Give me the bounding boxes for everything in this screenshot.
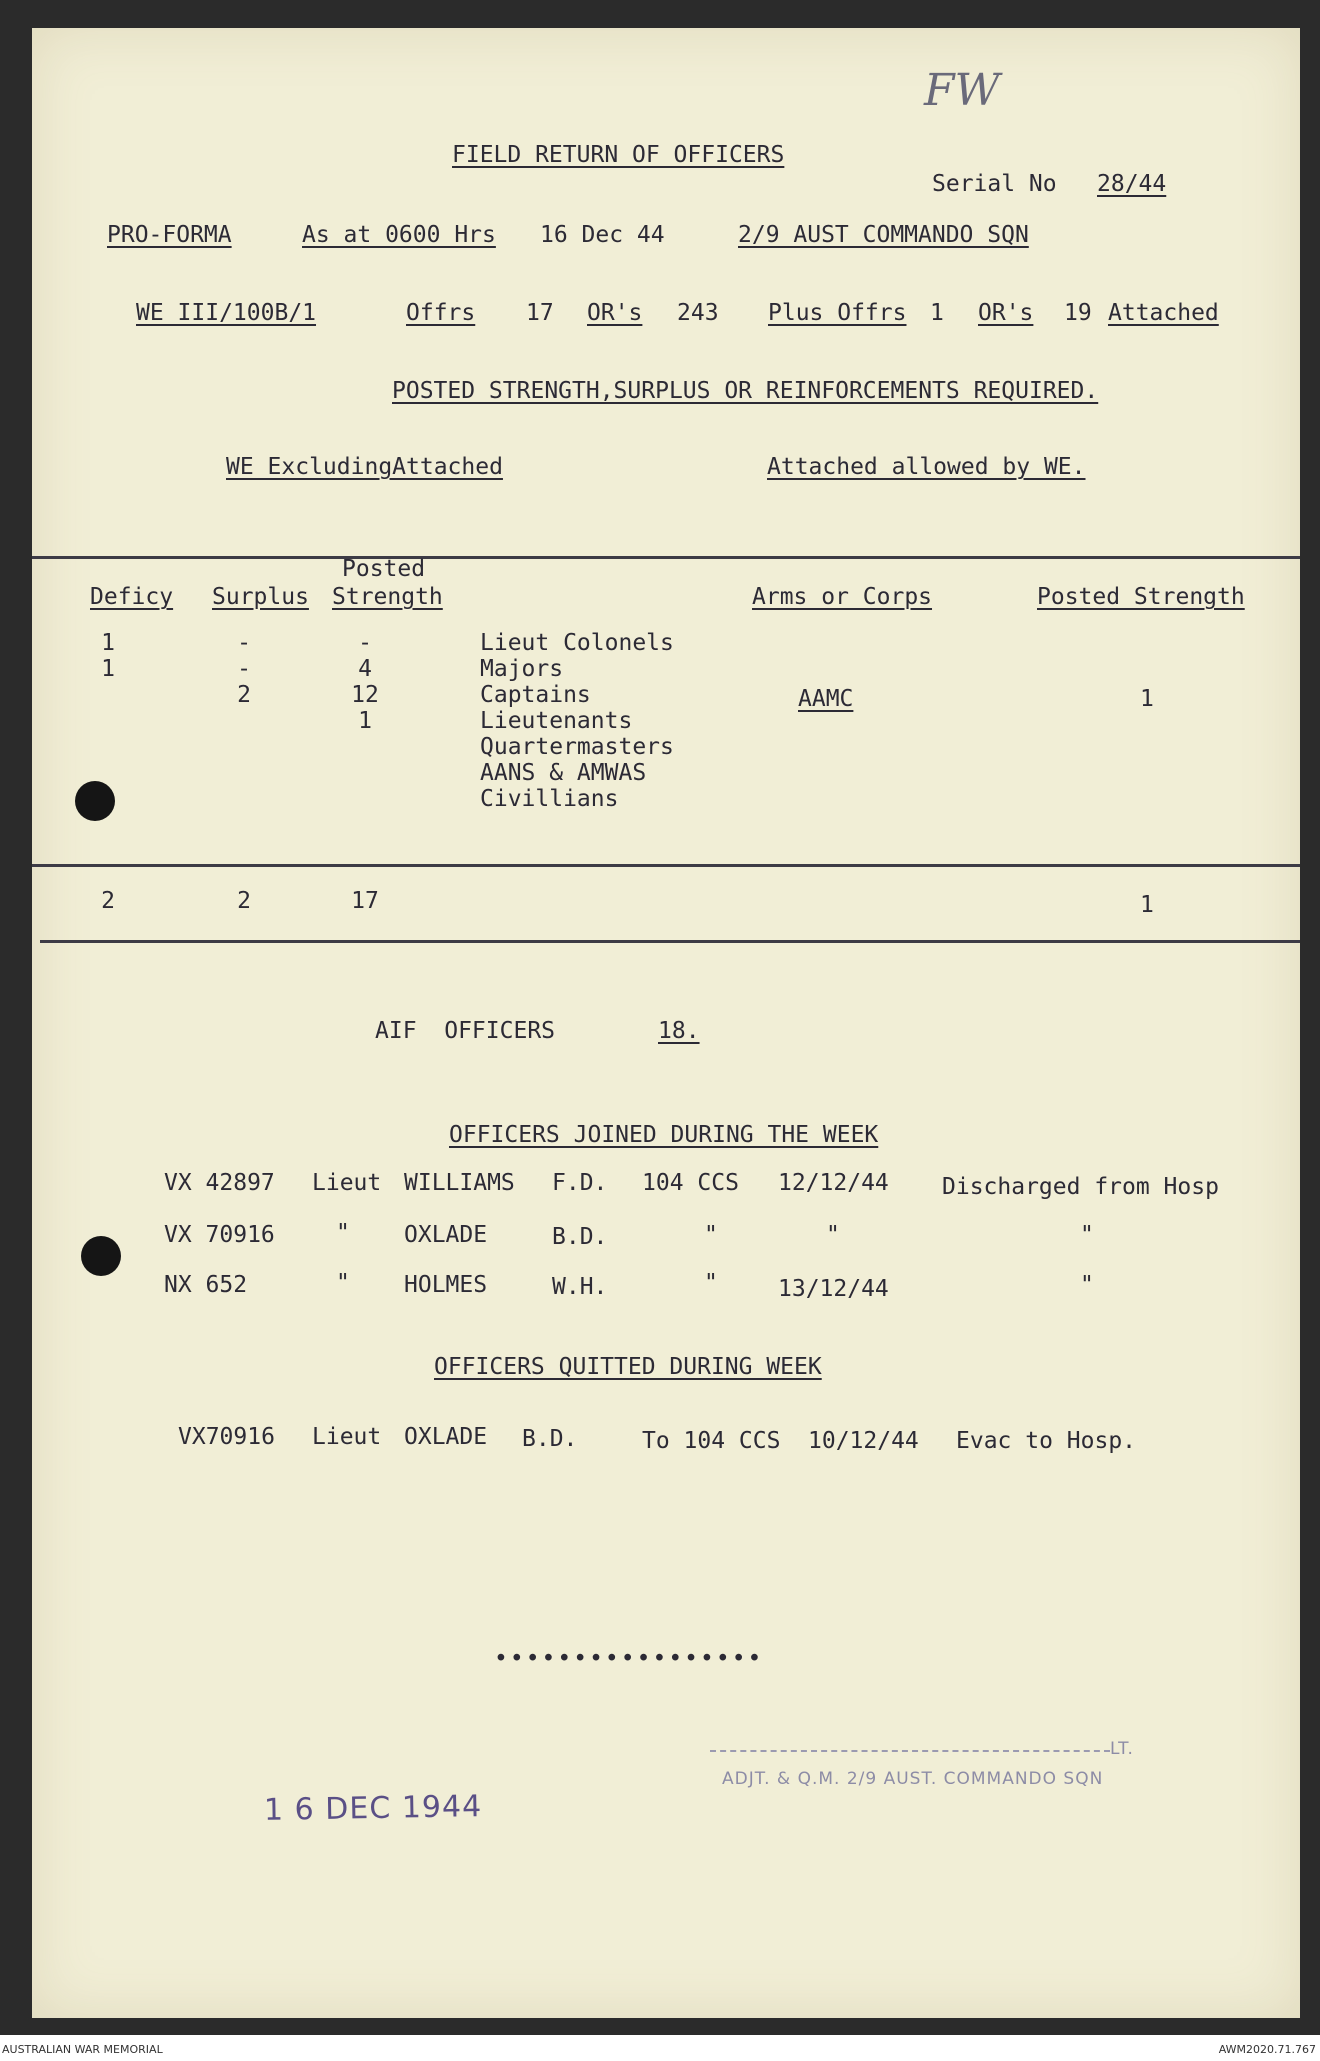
joined-date: 13/12/44 <box>778 1276 889 1302</box>
joined-remark: " <box>1080 1272 1094 1298</box>
posted-cell: 4 <box>358 656 372 682</box>
posted-cell: 1 <box>358 708 372 734</box>
rank-label: Civillians <box>480 786 619 812</box>
joined-unit: " <box>704 1270 718 1296</box>
offrs-value: 17 <box>526 300 554 326</box>
quitted-name: OXLADE <box>404 1424 488 1450</box>
serial-number: 28/44 <box>1097 171 1167 197</box>
signature-rank: LT. <box>1110 1739 1134 1759</box>
joined-number: VX 70916 <box>164 1222 275 1248</box>
header-posted-bottom: Strength <box>332 584 443 610</box>
joined-number: NX 652 <box>164 1272 248 1298</box>
quitted-heading: OFFICERS QUITTED DURING WEEK <box>434 1354 822 1380</box>
joined-unit: 104 CCS <box>642 1170 739 1196</box>
ors-label: OR's <box>587 300 643 326</box>
posted-cell: 12 <box>351 682 379 708</box>
joined-rank: " <box>336 1270 350 1296</box>
attached-label: Attached <box>1108 300 1219 326</box>
plus-offrs-value: 1 <box>930 300 944 326</box>
end-of-return-dots: ••••••••••••••••• <box>494 1646 764 1672</box>
aif-officers-label: AIF OFFICERS <box>375 1018 556 1044</box>
joined-unit: " <box>704 1222 718 1248</box>
plus-ors-value: 19 <box>1064 300 1092 326</box>
joined-name: WILLIAMS <box>404 1170 515 1196</box>
as-at-time: As at 0600 Hrs <box>302 222 496 248</box>
quitted-initials: B.D. <box>522 1426 578 1452</box>
posted-column <box>342 630 388 734</box>
joined-initials: B.D. <box>552 1224 608 1250</box>
joined-rank: " <box>336 1220 350 1246</box>
punch-hole <box>81 1236 121 1276</box>
total-deficy: 2 <box>101 888 115 914</box>
joined-rank: Lieut <box>312 1170 382 1196</box>
quitted-destination: To 104 CCS <box>642 1428 781 1454</box>
signature-block: ADJT. & Q.M. 2/9 AUST. COMMANDO SQN <box>722 1769 1104 1789</box>
total-attached: 1 <box>1140 892 1154 918</box>
joined-date: " <box>826 1222 840 1248</box>
ors-value: 243 <box>677 300 719 326</box>
surplus-cell: - <box>237 630 251 656</box>
offrs-label: Offrs <box>406 300 476 326</box>
attached-posted-value: 1 <box>1140 686 1154 712</box>
signature-line <box>710 1750 1110 1752</box>
header-posted-top: Posted <box>342 556 426 582</box>
total-posted: 17 <box>351 888 379 914</box>
joined-heading: OFFICERS JOINED DURING THE WEEK <box>449 1122 879 1148</box>
surplus-column <box>224 630 264 708</box>
joined-number: VX 42897 <box>164 1170 275 1196</box>
plus-offrs-label: Plus Offrs <box>768 300 907 326</box>
total-surplus: 2 <box>237 888 251 914</box>
rank-label: Quartermasters <box>480 734 674 760</box>
deficy-cell: 1 <box>101 656 115 682</box>
surplus-cell: - <box>237 656 251 682</box>
totals-top-rule <box>32 864 1300 867</box>
aif-officers-value: 18. <box>658 1018 700 1044</box>
rank-label: AANS & AMWAS <box>480 760 647 786</box>
arms-corps-value: AAMC <box>798 686 854 712</box>
deficy-cell: 1 <box>101 630 115 656</box>
joined-date: 12/12/44 <box>778 1170 889 1196</box>
proforma-label: PRO-FORMA <box>107 222 232 248</box>
quitted-rank: Lieut <box>312 1424 382 1450</box>
totals-bottom-rule <box>40 940 1300 943</box>
table-top-rule <box>32 556 1300 559</box>
we-excluding-heading: WE ExcludingAttached <box>226 454 503 480</box>
joined-initials: F.D. <box>552 1170 608 1196</box>
rank-label: Captains <box>480 682 591 708</box>
footer-reference: AWM2020.71.767 <box>1218 2043 1316 2056</box>
joined-name: OXLADE <box>404 1222 488 1248</box>
we-reference: WE III/100B/1 <box>136 300 317 326</box>
posted-cell: - <box>358 630 372 656</box>
rank-label: Lieut Colonels <box>480 630 674 656</box>
surplus-cell: 2 <box>237 682 251 708</box>
archive-footer <box>0 2035 1320 2061</box>
return-date: 16 Dec 44 <box>540 222 665 248</box>
punch-hole <box>75 781 115 821</box>
quitted-number: VX70916 <box>178 1424 275 1450</box>
unit-name: 2/9 AUST COMMANDO SQN <box>738 222 1029 248</box>
deficy-column-top <box>88 630 128 656</box>
header-arms-corps: Arms or Corps <box>752 584 933 610</box>
plus-ors-label: OR's <box>978 300 1034 326</box>
document-page <box>32 28 1300 2018</box>
received-date-stamp: 1 6 DEC 1944 <box>263 1789 483 1828</box>
footer-institution: AUSTRALIAN WAR MEMORIAL <box>2 2043 163 2056</box>
deficy-column <box>88 656 128 682</box>
rank-label: Majors <box>480 656 564 682</box>
handwritten-initials: FW <box>924 65 1000 116</box>
quitted-remark: Evac to Hosp. <box>956 1428 1137 1454</box>
joined-name: HOLMES <box>404 1272 488 1298</box>
serial-label: Serial No <box>932 171 1057 197</box>
joined-remark: Discharged from Hosp <box>942 1174 1219 1200</box>
rank-list <box>480 630 674 812</box>
document-title: FIELD RETURN OF OFFICERS <box>452 142 785 168</box>
header-deficy: Deficy <box>90 584 174 610</box>
attached-allowed-heading: Attached allowed by WE. <box>767 454 1086 480</box>
quitted-date: 10/12/44 <box>808 1428 919 1454</box>
posted-strength-heading: POSTED STRENGTH,SURPLUS OR REINFORCEMENTS REQUIRED. <box>392 378 1099 404</box>
header-attached-posted: Posted Strength <box>1037 584 1245 610</box>
rank-label: Lieutenants <box>480 708 633 734</box>
joined-remark: " <box>1080 1222 1094 1248</box>
header-surplus: Surplus <box>212 584 309 610</box>
joined-initials: W.H. <box>552 1274 608 1300</box>
